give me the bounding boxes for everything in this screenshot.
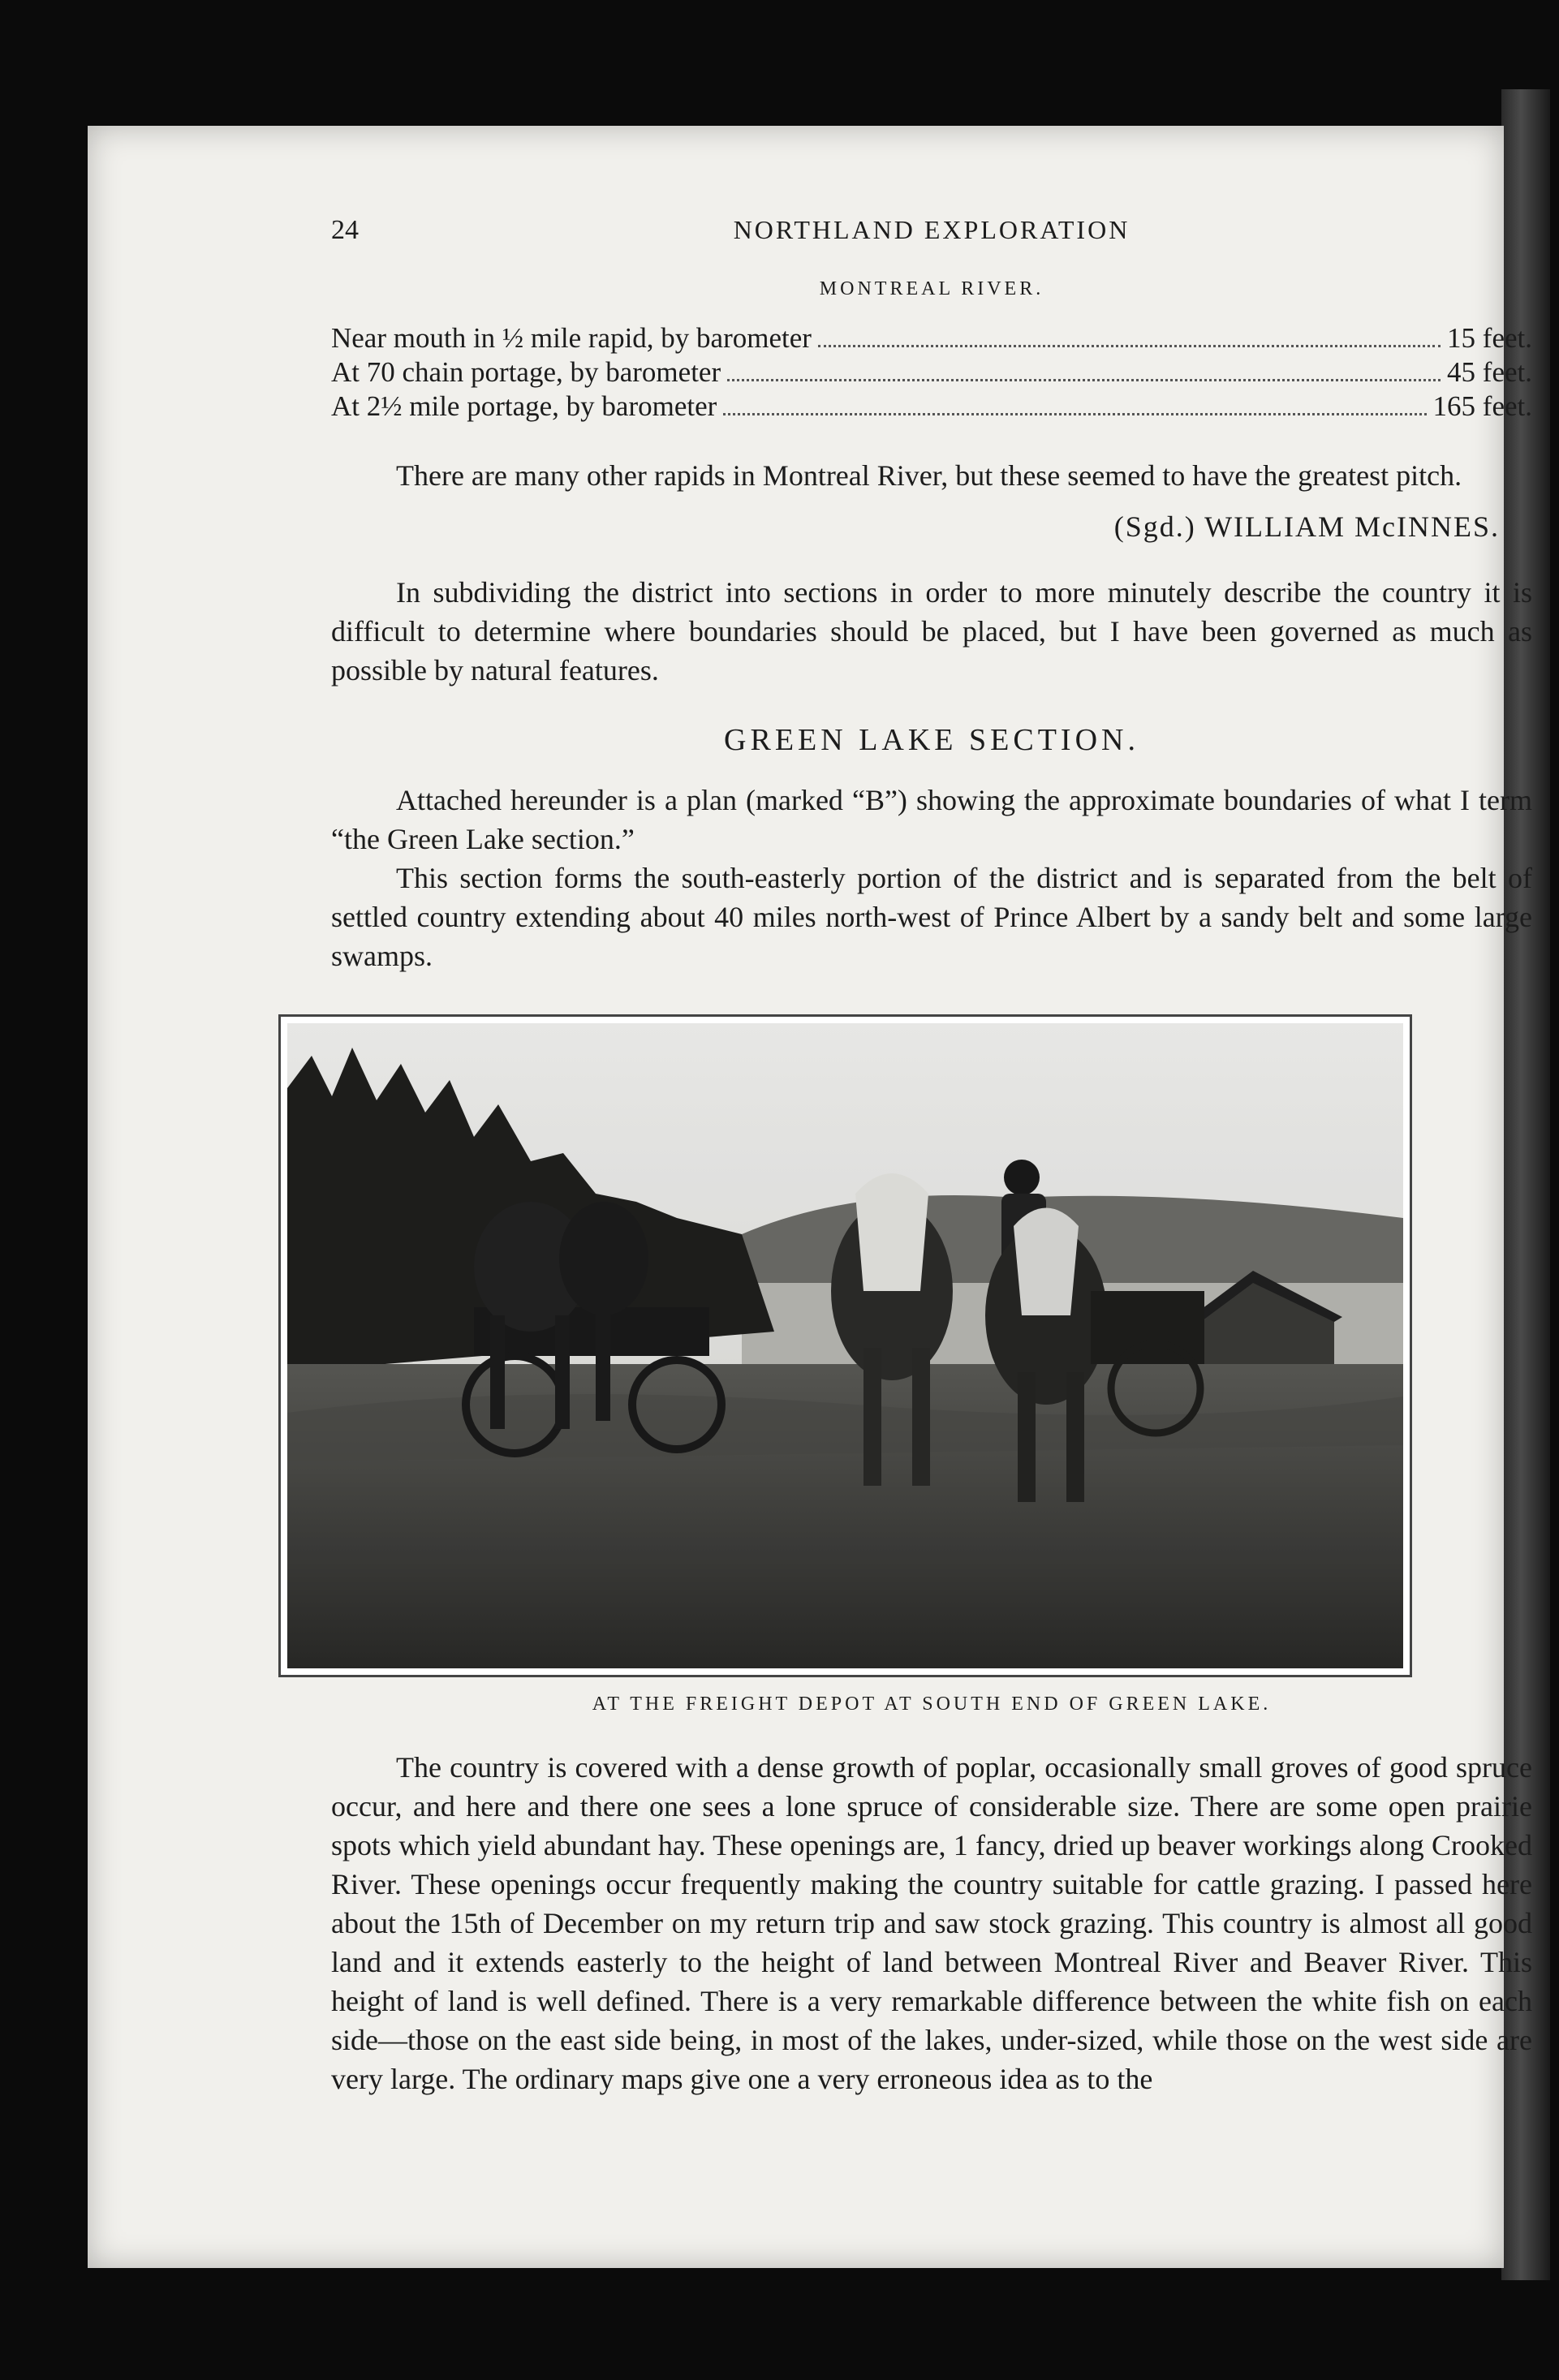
measurement-label: At 70 chain portage, by barometer [331,356,721,388]
leader-dots [723,413,1426,415]
running-head: NORTHLAND EXPLORATION [733,215,1130,244]
measurement-row [331,321,1532,355]
attached-plan-paragraph: Attached hereunder is a plan (marked “B”) showing the approximate boundaries of what I term “the Green Lake section.” [331,784,1532,855]
measurement-value: 15 feet. [1447,322,1532,354]
page-content [331,207,1532,2098]
photograph-caption: AT THE FREIGHT DEPOT AT SOUTH END OF GREEN LAKE. [592,1694,1272,1715]
measurement-label: Near mouth in ½ mile rapid, by barometer [331,322,812,354]
page-header [331,207,1532,256]
measurement-row [331,389,1532,424]
signature: (Sgd.) WILLIAM McINNES. [1113,510,1500,543]
measurement-row [331,355,1532,389]
measurements-list [331,321,1532,424]
book-page [88,126,1532,2268]
freight-depot-photograph [287,1023,1403,1668]
page-number: 24 [331,215,359,245]
measurement-label: At 2½ mile portage, by barometer [331,390,717,422]
leader-dots [818,345,1441,347]
section-heading-montreal-river: MONTREAL RIVER. [819,278,1044,299]
leader-dots [727,379,1441,381]
green-lake-section-heading: GREEN LAKE SECTION. [724,723,1139,757]
measurement-value: 45 feet. [1447,356,1532,388]
subdividing-paragraph: In subdividing the district into sections in order to more minutely describe the country it is difficult to determine where boundaries should be placed, but I have been governed as much as possible by natural features. [331,576,1532,686]
country-description-paragraph: The country is covered with a dense growth of poplar, occasionally small groves of good spruce occur, and here and there one sees a lone spruce of considerable size. There are some open prairie spots which yield abundant hay. These openings are, 1 fancy, dried up beaver workings along Crooked River. These openings occur frequently making the country suitable for cattle grazing. I passed here about the 15th of December on my return trip and saw stock grazing. This country is almost all good land and it extends easterly to the height of land between Montreal River and Beaver River. This height of land is well defined. There is a very remarkable difference between the white fish on each side—those on the east side being, in most of the lakes, under-sized, while those on the west side are very large. The ordinary maps give one a very erroneous idea as to the [331,1751,1532,2095]
photograph-frame [278,1014,1412,1677]
measurement-value: 165 feet. [1432,390,1532,422]
section-forms-paragraph: This section forms the south-easterly portion of the district and is separated from the belt of settled country extending about 40 miles north-west of Prince Albert by a sandy belt and some large swamps. [331,862,1532,972]
rapids-paragraph: There are many other rapids in Montreal River, but these seemed to have the greatest pitch. [396,459,1462,492]
